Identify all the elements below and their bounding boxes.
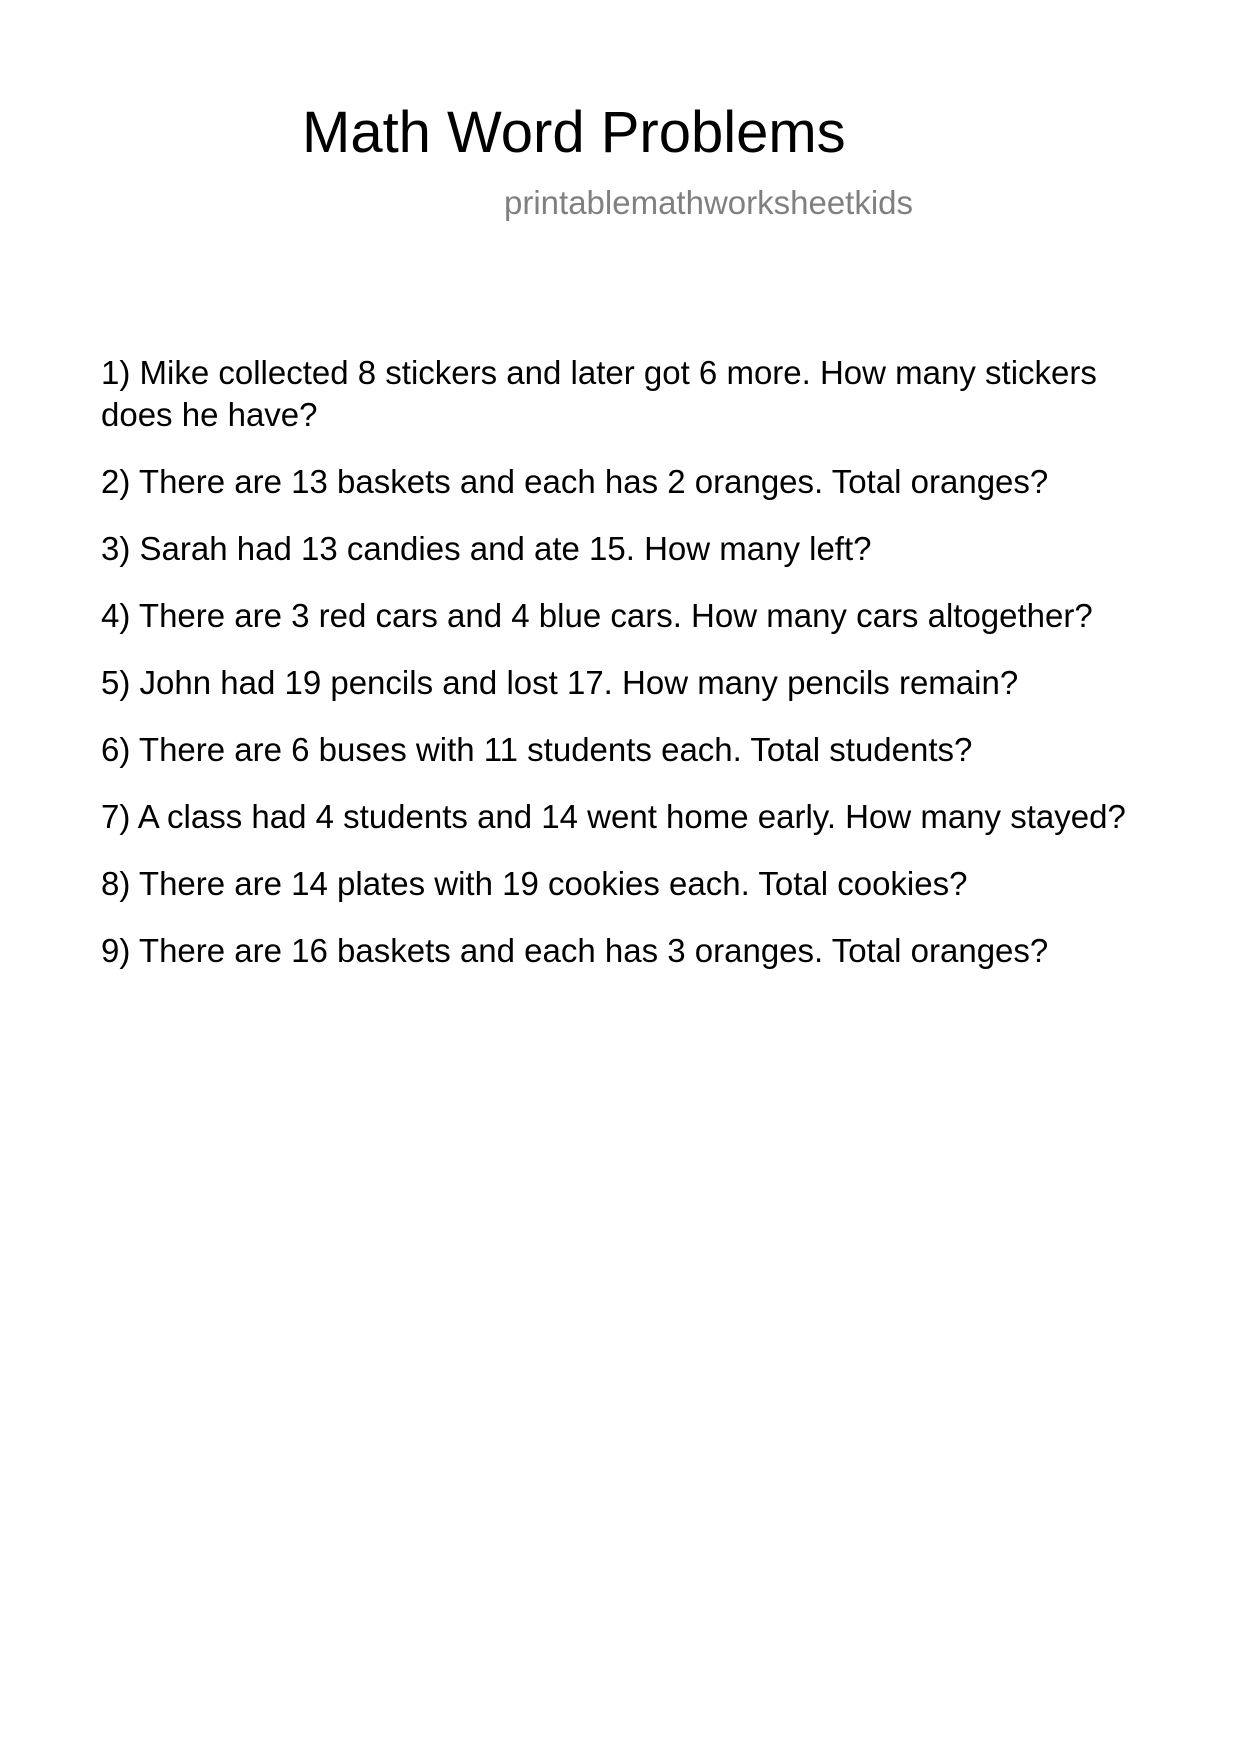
- page-title: Math Word Problems: [302, 100, 846, 165]
- problem-item-7: 7) A class had 4 students and 14 went home early. How many stayed?: [101, 798, 1126, 835]
- problem-item-6: 6) There are 6 buses with 11 students each. Total students?: [101, 731, 973, 768]
- source-subtitle: printablemathworksheetkids: [504, 184, 914, 221]
- problem-item-2: 2) There are 13 baskets and each has 2 oranges. Total oranges?: [101, 463, 1049, 500]
- problem-item-4: 4) There are 3 red cars and 4 blue cars. How many cars altogether?: [101, 597, 1093, 634]
- problem-list: [101, 352, 1141, 997]
- problem-item-8: 8) There are 14 plates with 19 cookies each. Total cookies?: [101, 865, 968, 902]
- problem-item-9: 9) There are 16 baskets and each has 3 oranges. Total oranges?: [101, 932, 1049, 969]
- problem-item-1: 1) Mike collected 8 stickers and later got 6 more. How many stickers does he have?: [101, 354, 1097, 433]
- problem-item-5: 5) John had 19 pencils and lost 17. How many pencils remain?: [101, 664, 1019, 701]
- problem-item-3: 3) Sarah had 13 candies and ate 15. How many left?: [101, 530, 872, 567]
